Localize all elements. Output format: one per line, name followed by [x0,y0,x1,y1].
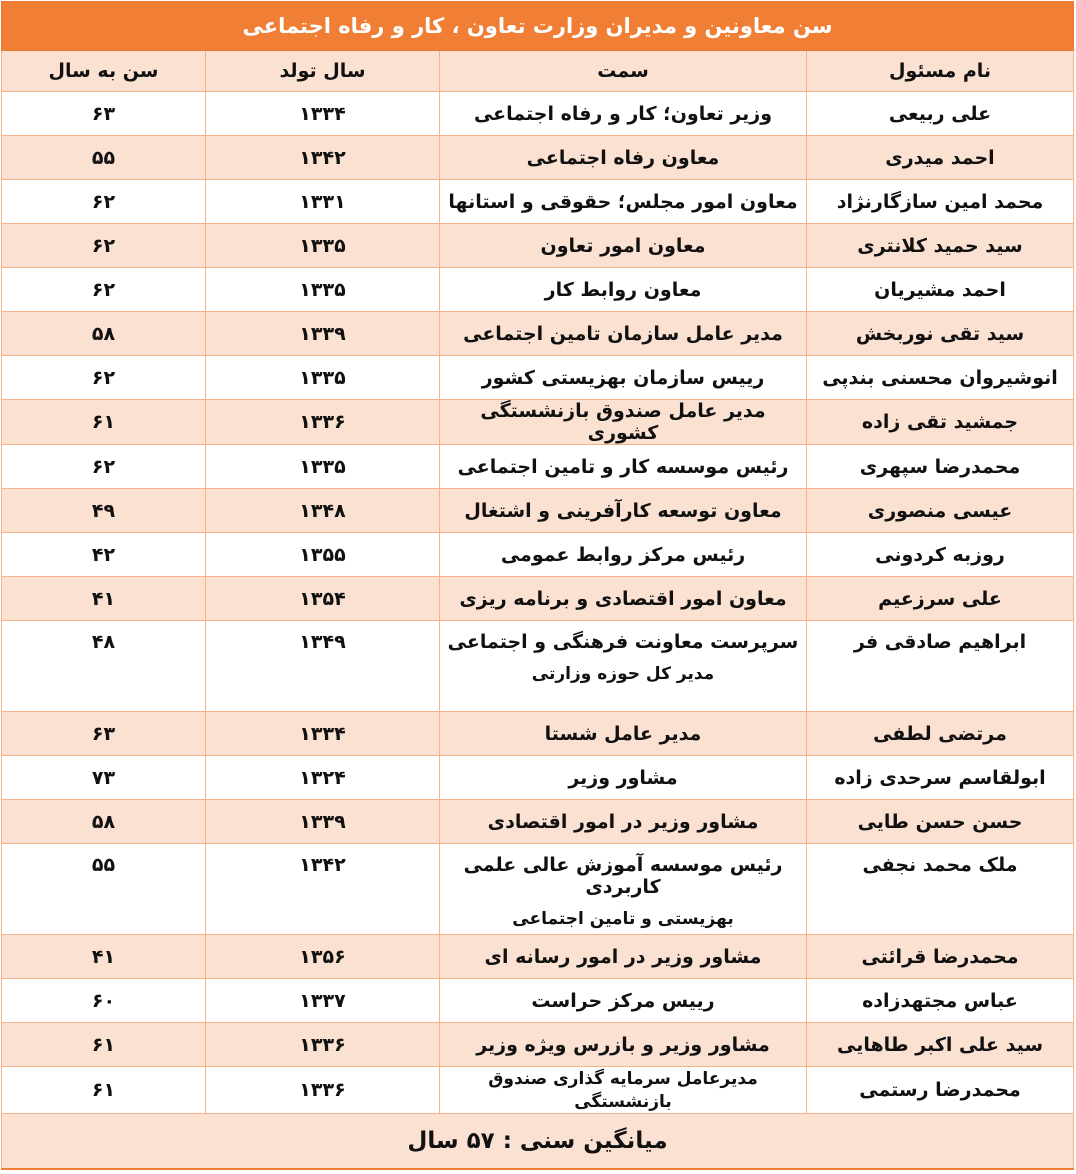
cell-position [440,1023,807,1067]
position-text: معاون امور تعاون [540,234,706,257]
position-text: وزیر تعاون؛ کار و رفاه اجتماعی [473,102,773,125]
age-table [1,1,1074,1170]
position-text: مدیر عامل سازمان تامین اجتماعی [463,322,783,345]
cell-age: ۵۸ [2,800,206,844]
table-row [2,712,1074,756]
cell-birth-year: ۱۳۴۲ [206,136,440,180]
cell-age: ۴۲ [2,533,206,577]
cell-birth-year: ۱۳۳۴ [206,92,440,136]
table-row [2,935,1074,979]
cell-birth-year: ۱۳۳۵ [206,445,440,489]
cell-birth-year: ۱۳۳۶ [206,1067,440,1114]
table-row [2,92,1074,136]
position-text-second-line: مدیر کل حوزه وزارتی [531,664,715,684]
position-text: معاون روابط کار [544,278,702,301]
cell-age: ۷۳ [2,756,206,800]
cell-name: احمد میدری [807,136,1074,180]
cell-name: مرتضی لطفی [807,712,1074,756]
cell-position [440,712,807,756]
cell-birth-year: ۱۳۵۵ [206,533,440,577]
position-text: رئیس موسسه کار و تامین اجتماعی [457,455,789,478]
cell-position [440,312,807,356]
cell-position [440,400,807,445]
cell-name: محمدرضا رستمی [807,1067,1074,1114]
cell-age: ۶۲ [2,445,206,489]
cell-age: ۴۹ [2,489,206,533]
cell-age: ۶۱ [2,400,206,445]
cell-position [440,136,807,180]
cell-name: سید حمید کلانتری [807,224,1074,268]
cell-birth-year: ۱۳۳۵ [206,356,440,400]
table-row [2,800,1074,844]
cell-position [440,356,807,400]
cell-position [440,844,807,935]
cell-position [440,180,807,224]
position-text: رییس مرکز حراست [531,989,715,1012]
header-age: سن به سال [2,51,206,92]
cell-position [440,1067,807,1114]
cell-position [440,756,807,800]
cell-name: انوشیروان محسنی بندپی [807,356,1074,400]
position-text: مشاور وزیر [568,766,678,789]
cell-birth-year: ۱۳۲۴ [206,756,440,800]
cell-birth-year: ۱۳۳۶ [206,400,440,445]
cell-age: ۶۲ [2,224,206,268]
cell-age: ۶۲ [2,180,206,224]
cell-age: ۶۳ [2,712,206,756]
position-text: معاون امور مجلس؛ حقوقی و استانها [448,190,798,213]
position-text: مدیر عامل صندوق بازنشستگی کشوری [480,400,766,444]
cell-position [440,445,807,489]
header-position: سمت [440,51,807,92]
position-text: رئیس موسسه آموزش عالی علمی کاربردی [463,854,783,898]
cell-name: ابولقاسم سرحدی زاده [807,756,1074,800]
table-row [2,136,1074,180]
header-name: نام مسئول [807,51,1074,92]
cell-birth-year: ۱۳۳۹ [206,312,440,356]
cell-age: ۵۵ [2,136,206,180]
cell-name: جمشید تقی زاده [807,400,1074,445]
cell-name: محمدرضا قرائتی [807,935,1074,979]
cell-position [440,621,807,712]
cell-birth-year: ۱۳۴۲ [206,844,440,935]
cell-name: محمد امین سازگارنژاد [807,180,1074,224]
cell-birth-year: ۱۳۳۷ [206,979,440,1023]
table-row [2,1067,1074,1114]
cell-position [440,268,807,312]
table-row [2,979,1074,1023]
position-text: مشاور وزیر و بازرس ویژه وزیر [476,1033,770,1056]
position-text: رئیس مرکز روابط عمومی [500,543,746,566]
table-row [2,268,1074,312]
cell-age: ۵۵ [2,844,206,935]
position-text: معاون توسعه کارآفرینی و اشتغال [464,499,782,522]
cell-birth-year: ۱۳۳۹ [206,800,440,844]
cell-age: ۶۰ [2,979,206,1023]
table-row [2,533,1074,577]
cell-birth-year: ۱۳۳۵ [206,268,440,312]
table-row [2,356,1074,400]
position-text: معاون امور اقتصادی و برنامه ریزی [459,587,787,610]
cell-position [440,489,807,533]
header-birth-year: سال تولد [206,51,440,92]
position-text: مشاور وزیر در امور اقتصادی [487,810,759,833]
position-text-second-line: بهزیستی و تامین اجتماعی [512,909,734,929]
cell-birth-year: ۱۳۴۸ [206,489,440,533]
cell-position [440,533,807,577]
position-text: مدیر عامل شستا [544,722,702,745]
cell-name: سید علی اکبر طاهایی [807,1023,1074,1067]
cell-birth-year: ۱۳۵۴ [206,577,440,621]
table-row [2,312,1074,356]
cell-position [440,224,807,268]
table-row [2,756,1074,800]
table-title: سن معاونین و مدیران وزارت تعاون ، کار و رفاه اجتماعی [2,2,1074,51]
cell-age: ۴۱ [2,935,206,979]
cell-age: ۶۲ [2,268,206,312]
cell-birth-year: ۱۳۳۱ [206,180,440,224]
table-header-row [2,51,1074,92]
average-age-footer: میانگین سنی : ۵۷ سال [2,1114,1074,1170]
table-row [2,400,1074,445]
cell-name: عباس مجتهدزاده [807,979,1074,1023]
cell-age: ۶۳ [2,92,206,136]
cell-name: حسن حسن طایی [807,800,1074,844]
cell-birth-year: ۱۳۴۹ [206,621,440,712]
cell-birth-year: ۱۳۳۴ [206,712,440,756]
table-row [2,445,1074,489]
cell-name: محمدرضا سپهری [807,445,1074,489]
cell-position [440,800,807,844]
position-text: مدیرعامل سرمایه گذاری صندوق بازنشستگی [488,1069,758,1112]
table-row [2,844,1074,935]
cell-position [440,935,807,979]
position-text: رییس سازمان بهزیستی کشور [481,366,765,389]
cell-birth-year: ۱۳۳۶ [206,1023,440,1067]
age-table-container [1,1,1073,1170]
table-row [2,621,1074,712]
cell-birth-year: ۱۳۵۶ [206,935,440,979]
table-body [2,92,1074,1114]
cell-name: احمد مشیریان [807,268,1074,312]
cell-name: علی سرزعیم [807,577,1074,621]
cell-age: ۴۸ [2,621,206,712]
table-row [2,1023,1074,1067]
table-row [2,489,1074,533]
cell-name: ملک محمد نجفی [807,844,1074,935]
cell-birth-year: ۱۳۳۵ [206,224,440,268]
cell-position [440,979,807,1023]
position-text: سرپرست معاونت فرهنگی و اجتماعی [447,631,799,653]
cell-name: سید تقی نوربخش [807,312,1074,356]
cell-age: ۶۱ [2,1067,206,1114]
cell-age: ۴۱ [2,577,206,621]
cell-name: عیسی منصوری [807,489,1074,533]
cell-name: علی ربیعی [807,92,1074,136]
position-text: مشاور وزیر در امور رسانه ای [484,945,762,968]
table-row [2,224,1074,268]
cell-age: ۶۲ [2,356,206,400]
cell-age: ۵۸ [2,312,206,356]
cell-name: روزبه کردونی [807,533,1074,577]
cell-age: ۶۱ [2,1023,206,1067]
cell-name: ابراهیم صادقی فر [807,621,1074,712]
cell-position [440,92,807,136]
position-text: معاون رفاه اجتماعی [526,146,720,169]
cell-position [440,577,807,621]
table-row [2,577,1074,621]
table-row [2,180,1074,224]
